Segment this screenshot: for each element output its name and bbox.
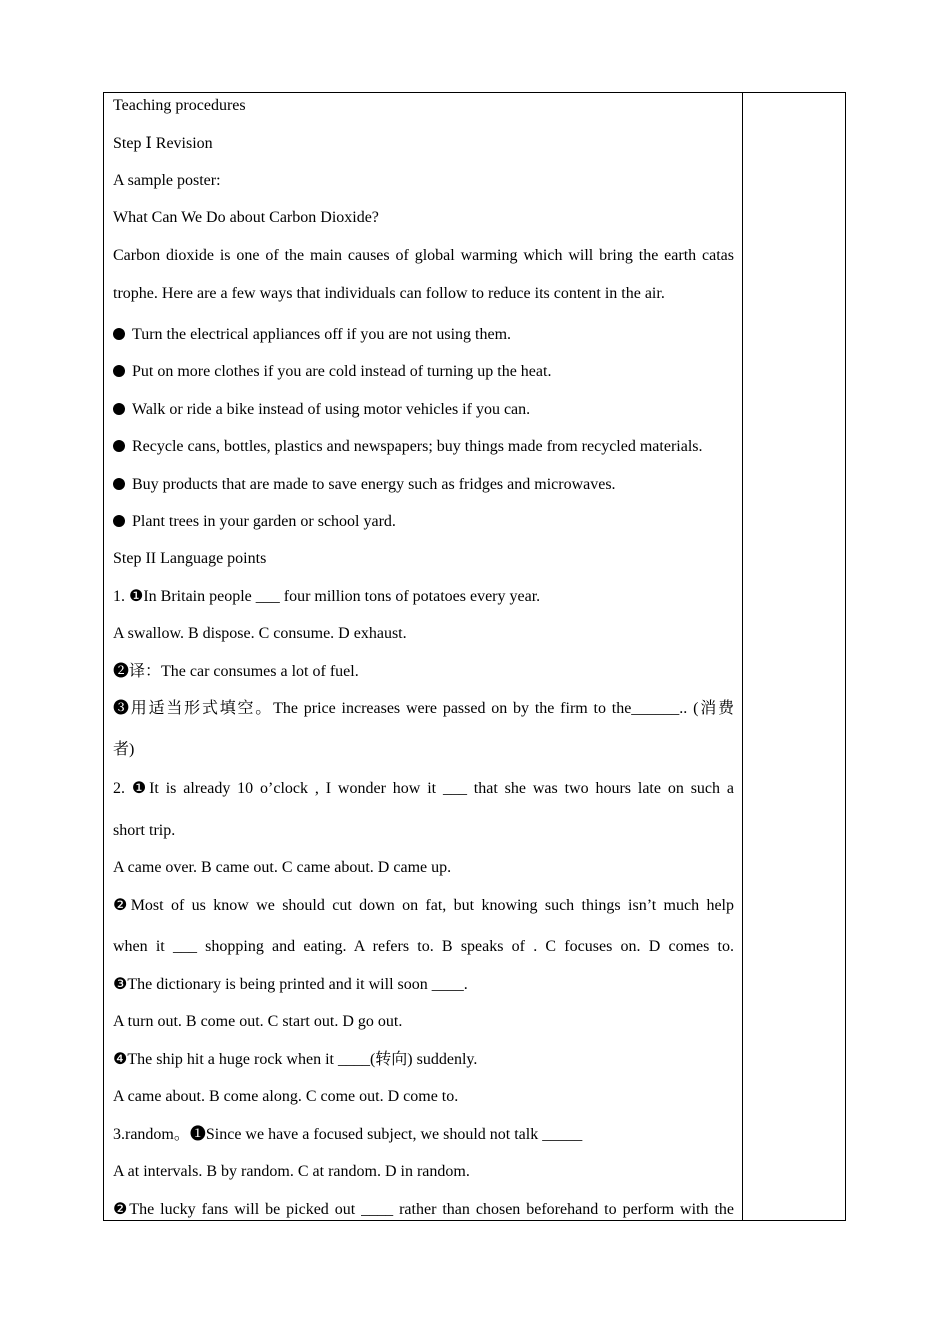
question-line: ❷The lucky fans will be picked out ____ rather than chosen beforehand to perform with the (113, 1201, 734, 1218)
bullet-icon (113, 365, 125, 377)
text-line: trophe. Here are a few ways that individuals can follow to reduce its content in the air. (113, 285, 665, 302)
list-item: Walk or ride a bike instead of using motor vehicles if you can. (113, 400, 734, 420)
options-line: A came about. B come along. C come out. D come to. (113, 1088, 459, 1105)
list-item: Put on more clothes if you are cold instead of turning up the heat. (113, 362, 734, 382)
options-line: A swallow. B dispose. C consume. D exhaust. (113, 625, 407, 642)
text-line: Carbon dioxide is one of the main causes of global warming which will bring the earth catas (113, 247, 734, 264)
question-line: 2. ❶It is already 10 o’clock , I wonder how it ___ that she was two hours late on such a (113, 780, 734, 797)
bullet-icon (113, 515, 125, 527)
question-line: ❷译：The car consumes a lot of fuel. (113, 663, 359, 680)
section-title: Teaching procedures (113, 97, 246, 114)
bullet-icon (113, 440, 125, 452)
options-line: A turn out. B come out. C start out. D go out. (113, 1013, 403, 1030)
text-line: 者) (113, 741, 135, 758)
options-line: A came over. B came out. C came about. D came up. (113, 859, 452, 876)
list-item: Buy products that are made to save energy such as fridges and microwaves. (113, 475, 734, 495)
question-line: ❸The dictionary is being printed and it will soon ____. (113, 976, 468, 993)
text-line: A sample poster: (113, 172, 221, 189)
options-line: A at intervals. B by random. C at random. D in random. (113, 1163, 470, 1180)
text-line: short trip. (113, 822, 176, 839)
question-line: ❹The ship hit a huge rock when it ____(转向) suddenly. (113, 1051, 478, 1068)
step-heading: Step Ⅰ Revision (113, 135, 213, 152)
question-line: 1. ❶In Britain people ___ four million tons of potatoes every year. (113, 588, 541, 605)
lesson-table (103, 92, 846, 1221)
list-item: Recycle cans, bottles, plastics and newspapers; buy things made from recycled materials. (113, 437, 734, 457)
column-divider (742, 93, 743, 1220)
poster-title: What Can We Do about Carbon Dioxide? (113, 209, 379, 226)
question-line: ❷Most of us know we should cut down on fat, but knowing such things isn’t much help (113, 897, 734, 914)
question-line: 3.random。❶Since we have a focused subject, we should not talk _____ (113, 1126, 583, 1143)
bullet-icon (113, 478, 125, 490)
list-item: Turn the electrical appliances off if you are not using them. (113, 325, 734, 345)
step-heading: Step II Language points (113, 550, 267, 567)
question-line: ❸用适当形式填空。The price increases were passed on by the firm to the______.. (消费 (113, 700, 734, 717)
list-item: Plant trees in your garden or school yard. (113, 512, 734, 532)
bullet-icon (113, 328, 125, 340)
bullet-icon (113, 403, 125, 415)
question-line: when it ___ shopping and eating. A refers to. B speaks of . C focuses on. D comes to. (113, 938, 734, 955)
